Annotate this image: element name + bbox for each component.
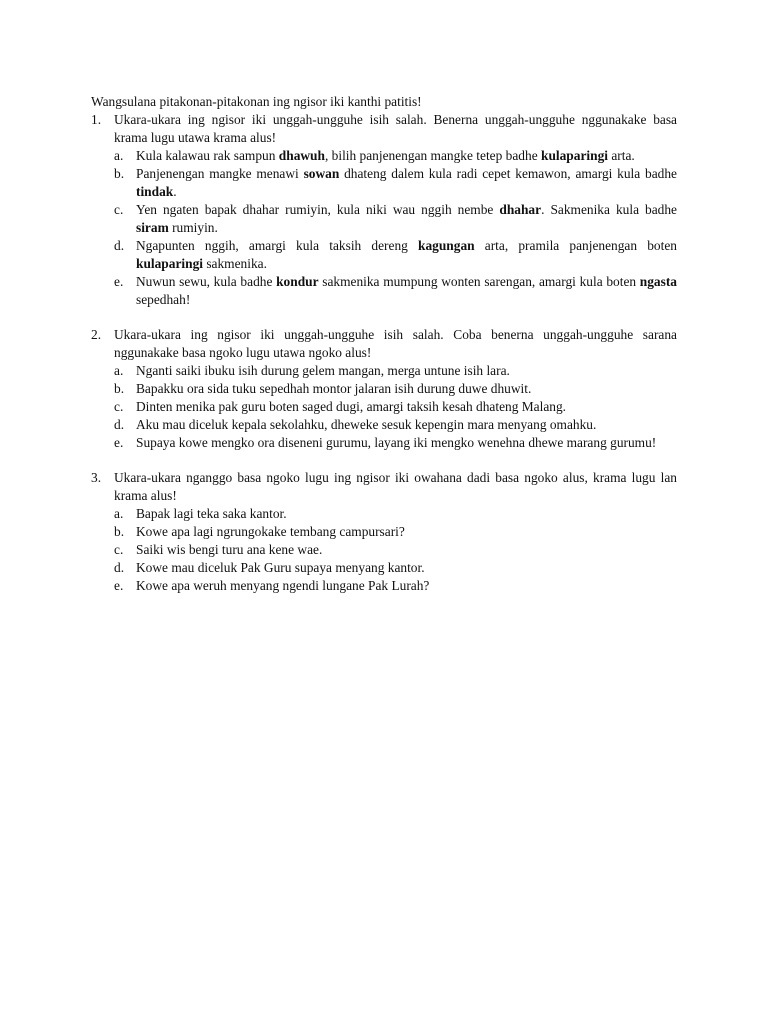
bold-word: kagungan <box>418 238 475 253</box>
instruction-text: Wangsulana pitakonan-pitakonan ing ngisor iki kanthi patitis! <box>91 94 422 109</box>
sentence-text: Kowe mau diceluk Pak Guru supaya menyang kantor. <box>136 560 425 575</box>
sub-item-letter: e. <box>114 274 124 289</box>
sentence-text: Nuwun sewu, kula badhe <box>136 274 277 289</box>
question-list <box>91 111 677 595</box>
sentence-text: Saiki wis bengi turu ana kene wae. <box>136 542 323 557</box>
sub-item-list <box>114 362 677 452</box>
sub-item <box>114 398 677 416</box>
question-1 <box>91 111 677 309</box>
sentence-text: Bapakku ora sida tuku sepedhah montor jalaran isih durung duwe dhuwit. <box>136 381 532 396</box>
sub-item <box>114 505 677 523</box>
bold-word: sowan <box>303 166 340 181</box>
sub-item <box>114 380 677 398</box>
sub-item-letter: a. <box>114 148 124 163</box>
sentence-text: Aku mau diceluk kepala sekolahku, dheweke sesuk kepengin mara menyang omahku. <box>136 417 597 432</box>
question-number: 3. <box>91 470 102 485</box>
sub-item <box>114 434 677 452</box>
bold-word: siram <box>136 220 169 235</box>
sentence-text: Ngapunten nggih, amargi kula taksih dereng <box>136 238 419 253</box>
question-number: 2. <box>91 327 102 342</box>
sub-item-letter: c. <box>114 542 124 557</box>
bold-word: ngasta <box>639 274 677 289</box>
sentence-text: arta, pramila panjenengan boten <box>474 238 677 253</box>
document-page <box>91 93 677 595</box>
question-text: Ukara-ukara ing ngisor iki unggah-ungguhe isih salah. Coba benerna unggah-ungguhe sarana nggunakake basa ngoko lugu utawa ngoko alus! <box>114 327 677 360</box>
sub-item-letter: b. <box>114 166 125 181</box>
sentence-text: . <box>173 184 177 199</box>
sub-item <box>114 237 677 273</box>
sub-item-letter: c. <box>114 399 124 414</box>
sub-item <box>114 273 677 309</box>
sub-item-letter: d. <box>114 238 125 253</box>
sentence-text: . Sakmenika kula badhe <box>541 202 678 217</box>
sub-item <box>114 559 677 577</box>
sentence-text: Panjenengan mangke menawi <box>136 166 304 181</box>
sub-item-letter: e. <box>114 578 124 593</box>
sentence-text: , bilih panjenengan mangke tetep badhe <box>324 148 541 163</box>
sub-item <box>114 577 677 595</box>
question-text: Ukara-ukara ing ngisor iki unggah-ungguhe isih salah. Benerna unggah-ungguhe nggunakake basa krama lugu utawa krama alus! <box>114 112 677 145</box>
sub-item <box>114 201 677 237</box>
sentence-text: arta. <box>607 148 635 163</box>
sub-item <box>114 416 677 434</box>
sentence-text: sakmenika mumpung wonten sarengan, amargi kula boten <box>318 274 640 289</box>
question-2 <box>91 326 677 452</box>
sub-item <box>114 165 677 201</box>
sub-item <box>114 541 677 559</box>
sub-item <box>114 362 677 380</box>
question-text: Ukara-ukara nganggo basa ngoko lugu ing ngisor iki owahana dadi basa ngoko alus, krama lugu lan krama alus! <box>114 470 677 503</box>
sentence-text: Kowe apa weruh menyang ngendi lungane Pak Lurah? <box>136 578 430 593</box>
bold-word: kulaparingi <box>541 148 608 163</box>
sentence-text: Kowe apa lagi ngrungokake tembang campursari? <box>136 524 405 539</box>
sentence-text: sepedhah! <box>136 292 191 307</box>
sentence-text: Yen ngaten bapak dhahar rumiyin, kula niki wau nggih nembe <box>136 202 500 217</box>
sentence-text: Kula kalawau rak sampun <box>136 148 279 163</box>
bold-word: dhawuh <box>278 148 325 163</box>
sentence-text: Bapak lagi teka saka kantor. <box>136 506 287 521</box>
sentence-text: rumiyin. <box>168 220 218 235</box>
sub-item-letter: a. <box>114 363 124 378</box>
sub-item-letter: a. <box>114 506 124 521</box>
sub-item-letter: d. <box>114 560 125 575</box>
sub-item-letter: b. <box>114 524 125 539</box>
sub-item-letter: b. <box>114 381 125 396</box>
bold-word: kondur <box>276 274 319 289</box>
bold-word: tindak <box>136 184 174 199</box>
sentence-text: Nganti saiki ibuku isih durung gelem mangan, merga untune isih lara. <box>136 363 510 378</box>
sub-item-list <box>114 147 677 309</box>
sentence-text: dhateng dalem kula radi cepet kemawon, amargi kula badhe <box>339 166 677 181</box>
sub-item-letter: d. <box>114 417 125 432</box>
bold-word: kulaparingi <box>136 256 203 271</box>
sub-item-letter: c. <box>114 202 124 217</box>
sub-item-letter: e. <box>114 435 124 450</box>
sentence-text: Dinten menika pak guru boten saged dugi, amargi taksih kesah dhateng Malang. <box>136 399 567 414</box>
question-number: 1. <box>91 112 102 127</box>
bold-word: dhahar <box>499 202 542 217</box>
question-3 <box>91 469 677 595</box>
sub-item <box>114 523 677 541</box>
sentence-text: sakmenika. <box>202 256 267 271</box>
sentence-text: Supaya kowe mengko ora diseneni gurumu, layang iki mengko wenehna dhewe marang gurumu! <box>136 435 657 450</box>
sub-item <box>114 147 677 165</box>
sub-item-list <box>114 505 677 595</box>
